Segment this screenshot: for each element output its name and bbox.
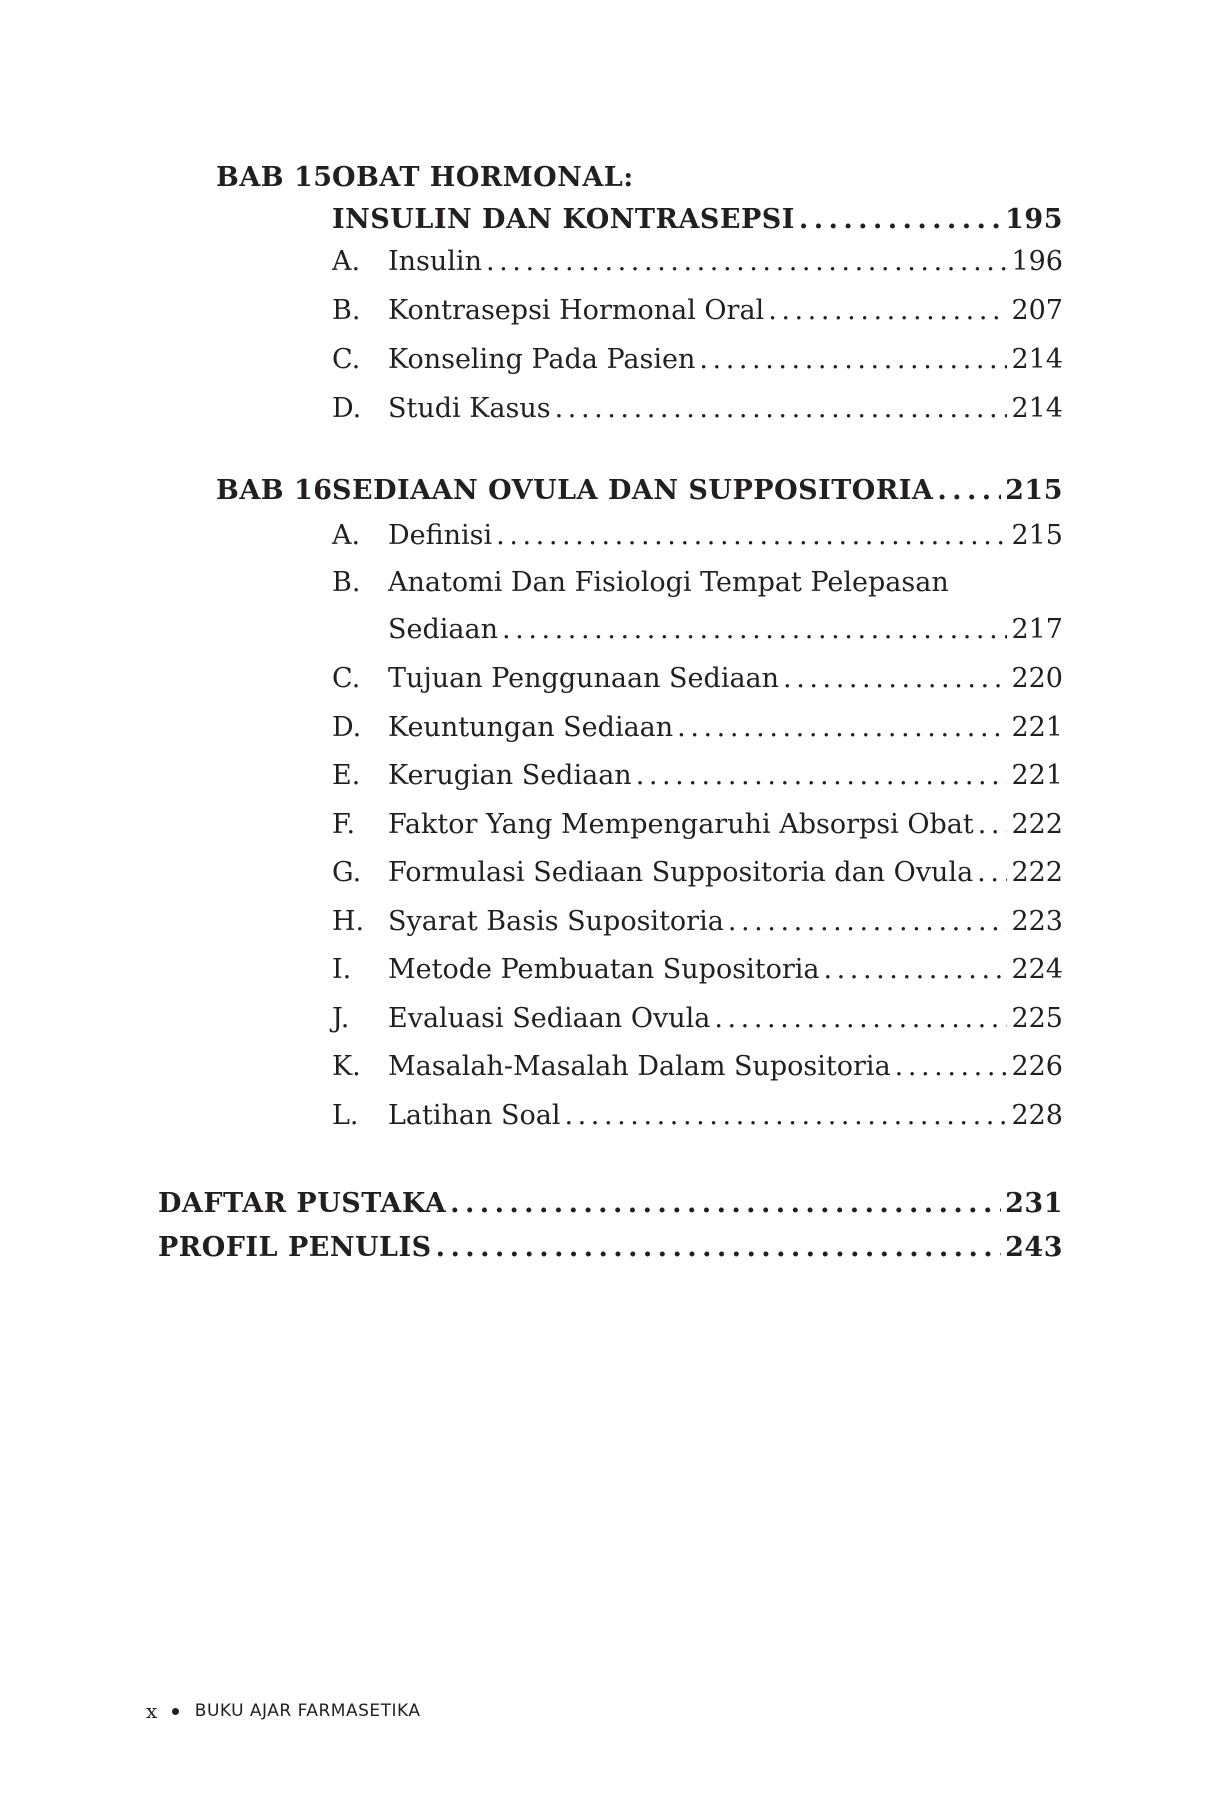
entry-letter: K.: [332, 1051, 361, 1082]
dot-leader: [783, 658, 1007, 700]
chapter-title: OBAT HORMONAL:: [332, 162, 634, 193]
toc-entry[interactable]: [332, 388, 1063, 430]
bullet-icon: [172, 1708, 179, 1715]
entry-letter: L.: [332, 1100, 359, 1131]
chapter-title-text: SEDIAAN OVULA DAN SUPPOSITORIA: [332, 475, 934, 506]
entry-text: Kerugian Sediaan: [388, 760, 632, 791]
entry-text: Tujuan Penggunaan Sediaan: [388, 663, 780, 694]
entry-text: Insulin: [388, 246, 482, 277]
entry-letter: C.: [332, 663, 361, 694]
dot-leader: [555, 388, 1008, 430]
toc-entry[interactable]: [332, 1095, 1063, 1137]
page-number: 214: [1011, 344, 1063, 375]
dot-leader: [937, 470, 1001, 512]
page-number: 222: [1011, 809, 1063, 840]
entry-letter: A.: [332, 520, 361, 551]
toc-entry[interactable]: [332, 852, 1063, 894]
dot-leader: [450, 1182, 1001, 1226]
dot-leader: [496, 515, 1007, 557]
dot-leader: [799, 199, 1001, 241]
toc-entry-daftar-pustaka[interactable]: [158, 1182, 1063, 1226]
page-number: 226: [1011, 1051, 1063, 1082]
page-number: 196: [1011, 246, 1063, 277]
entry-letter: B.: [332, 295, 361, 326]
toc-entry[interactable]: [332, 755, 1063, 797]
dot-leader: [699, 339, 1007, 381]
page-footer: [146, 1696, 420, 1726]
toc-entry[interactable]: [332, 804, 1063, 846]
entry-letter: C.: [332, 344, 361, 375]
dot-leader: [714, 998, 1007, 1040]
dot-leader: [978, 804, 1008, 846]
chapter-label: BAB 15: [216, 162, 333, 193]
entry-text: Masalah-Masalah Dalam Supositoria: [388, 1051, 891, 1082]
entry-letter: F.: [332, 809, 356, 840]
toc-entry[interactable]: [332, 1046, 1063, 1088]
toc-entry[interactable]: [332, 707, 1063, 749]
dot-leader: [823, 949, 1007, 991]
dot-leader: [486, 241, 1007, 283]
chapter-title-text: INSULIN DAN KONTRASEPSI: [332, 204, 795, 235]
dot-leader: [895, 1046, 1008, 1088]
page-number: 223: [1011, 906, 1063, 937]
page-number: 214: [1011, 393, 1063, 424]
entry-letter: G.: [332, 857, 362, 888]
chapter-title-entry[interactable]: [332, 470, 1063, 512]
entry-text: DAFTAR PUSTAKA: [158, 1188, 447, 1219]
entry-text: Syarat Basis Supositoria: [388, 906, 724, 937]
page-number: 215: [1011, 520, 1063, 551]
footer-book-title: BUKU AJAR FARMASETIKA: [194, 1701, 421, 1721]
entry-text: Latihan Soal: [388, 1100, 561, 1131]
page-number: 221: [1011, 712, 1063, 743]
entry-text: PROFIL PENULIS: [158, 1232, 432, 1263]
toc-entry[interactable]: [332, 949, 1063, 991]
toc-entry[interactable]: [332, 515, 1063, 557]
entry-letter: A.: [332, 246, 361, 277]
page-number: 224: [1011, 954, 1063, 985]
page-number: 217: [1011, 614, 1063, 645]
entry-text: Faktor Yang Mempengaruhi Absorpsi Obat: [388, 809, 974, 840]
entry-letter: J.: [332, 1003, 350, 1034]
entry-text-continued: Sediaan: [388, 614, 498, 645]
toc-entry[interactable]: [332, 241, 1063, 283]
entry-text: Anatomi Dan Fisiologi Tempat Pelepasan: [388, 567, 949, 598]
entry-text: Definisi: [388, 520, 493, 551]
footer-page-number: x: [146, 1699, 158, 1723]
page-number: 243: [1005, 1232, 1063, 1263]
entry-letter: I.: [332, 954, 352, 985]
toc-entry[interactable]: [332, 290, 1063, 332]
entry-text: Metode Pembuatan Supositoria: [388, 954, 820, 985]
page-number: 225: [1011, 1003, 1063, 1034]
dot-leader: [977, 852, 1007, 894]
toc-entry[interactable]: [332, 998, 1063, 1040]
chapter-label: BAB 16: [216, 475, 333, 506]
dot-leader: [502, 609, 1007, 651]
entry-letter: H.: [332, 906, 365, 937]
dot-leader: [436, 1226, 1001, 1270]
toc-entry[interactable]: [332, 658, 1063, 700]
entry-letter: D.: [332, 393, 362, 424]
entry-letter: E.: [332, 760, 361, 791]
page-number: 207: [1011, 295, 1063, 326]
dot-leader: [768, 290, 1007, 332]
entry-text: Konseling Pada Pasien: [388, 344, 696, 375]
page-number: 195: [1005, 204, 1063, 235]
entry-text: Keuntungan Sediaan: [388, 712, 674, 743]
toc-entry[interactable]: [332, 339, 1063, 381]
dot-leader: [728, 901, 1008, 943]
toc-entry-line2[interactable]: [388, 609, 1063, 651]
toc-entry-profil-penulis[interactable]: [158, 1226, 1063, 1270]
dot-leader: [636, 755, 1008, 797]
chapter-title-entry[interactable]: [332, 199, 1063, 241]
toc-entry[interactable]: [332, 901, 1063, 943]
entry-letter: B.: [332, 567, 361, 598]
toc-entry-line1[interactable]: [332, 562, 1063, 604]
page-number: 228: [1011, 1100, 1063, 1131]
page-number: 220: [1011, 663, 1063, 694]
page-number: 222: [1011, 857, 1063, 888]
dot-leader: [564, 1095, 1007, 1137]
page-number: 231: [1005, 1188, 1063, 1219]
entry-letter: D.: [332, 712, 362, 743]
entry-text: Studi Kasus: [388, 393, 551, 424]
entry-text: Evaluasi Sediaan Ovula: [388, 1003, 711, 1034]
page-number: 221: [1011, 760, 1063, 791]
entry-text: Kontrasepsi Hormonal Oral: [388, 295, 765, 326]
dot-leader: [677, 707, 1007, 749]
page-number: 215: [1005, 475, 1063, 506]
entry-text: Formulasi Sediaan Suppositoria dan Ovula: [388, 857, 974, 888]
